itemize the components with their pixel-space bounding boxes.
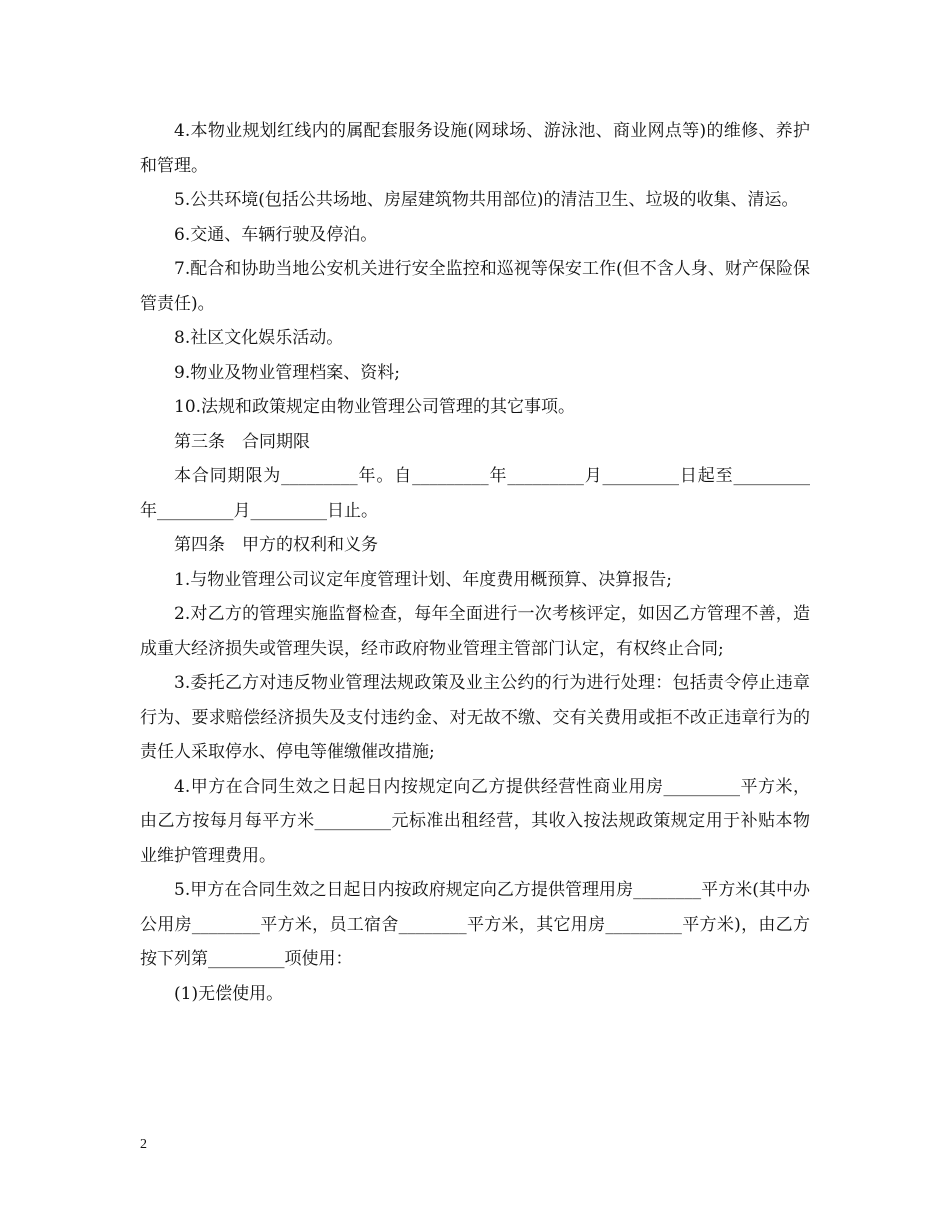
- party-a-right-2: 2.对乙方的管理实施监督检查，每年全面进行一次考核评定，如因乙方管理不善，造成重大经济损失或管理失误，经市政府物业管理主管部门认定，有权终止合同;: [140, 604, 810, 659]
- paragraph-item-10: 10.法规和政策规定由物业管理公司管理的其它事项。: [174, 397, 576, 417]
- page-number: 2: [140, 1137, 147, 1152]
- contract-term-paragraph: 本合同期限为_________年。自_________年_________月_________日起至_________年_________月_________日止。: [140, 466, 810, 521]
- paragraph-item-9: 9.物业及物业管理档案、资料;: [174, 362, 400, 383]
- paragraph-item-7: 7.配合和协助当地公安机关进行安全监控和巡视等保安工作(但不含人身、财产保险保管责任)。: [140, 259, 810, 314]
- document-body: [140, 114, 810, 1011]
- paragraph-item-4: 4.本物业规划红线内的属配套服务设施(网球场、游泳池、商业网点等)的维修、养护和管理。: [140, 121, 810, 176]
- party-a-right-5: 5.甲方在合同生效之日起日内按政府规定向乙方提供管理用房________平方米(其中办公用房________平方米，员工宿舍________平方米，其它用房_________平方米)，由乙方按下列第_________项使用：: [140, 880, 810, 969]
- paragraph-item-5: 5.公共环境(包括公共场地、房屋建筑物共用部位)的清洁卫生、垃圾的收集、清运。: [174, 190, 799, 210]
- paragraph-item-8: 8.社区文化娱乐活动。: [174, 328, 344, 348]
- paragraph-item-6: 6.交通、车辆行驶及停泊。: [174, 224, 378, 245]
- article-3-heading: 第三条 合同期限: [174, 431, 310, 452]
- party-a-right-4: 4.甲方在合同生效之日起日内按规定向乙方提供经营性商业用房_________平方米，由乙方按每月每平方米_________元标准出租经营，其收入按法规政策规定用于补贴本物业维护管理费用。: [140, 776, 810, 866]
- usage-option-1: (1)无偿使用。: [174, 983, 284, 1004]
- party-a-right-3: 3.委托乙方对违反物业管理法规政策及业主公约的行为进行处理：包括责令停止违章行为、要求赔偿经济损失及支付违约金、对无故不缴、交有关费用或拒不改正违章行为的责任人采取停水、停电等催缴催改措施;: [140, 673, 810, 762]
- article-4-heading: 第四条 甲方的权利和义务: [174, 535, 378, 555]
- party-a-right-1: 1.与物业管理公司议定年度管理计划、年度费用概预算、决算报告;: [174, 569, 672, 590]
